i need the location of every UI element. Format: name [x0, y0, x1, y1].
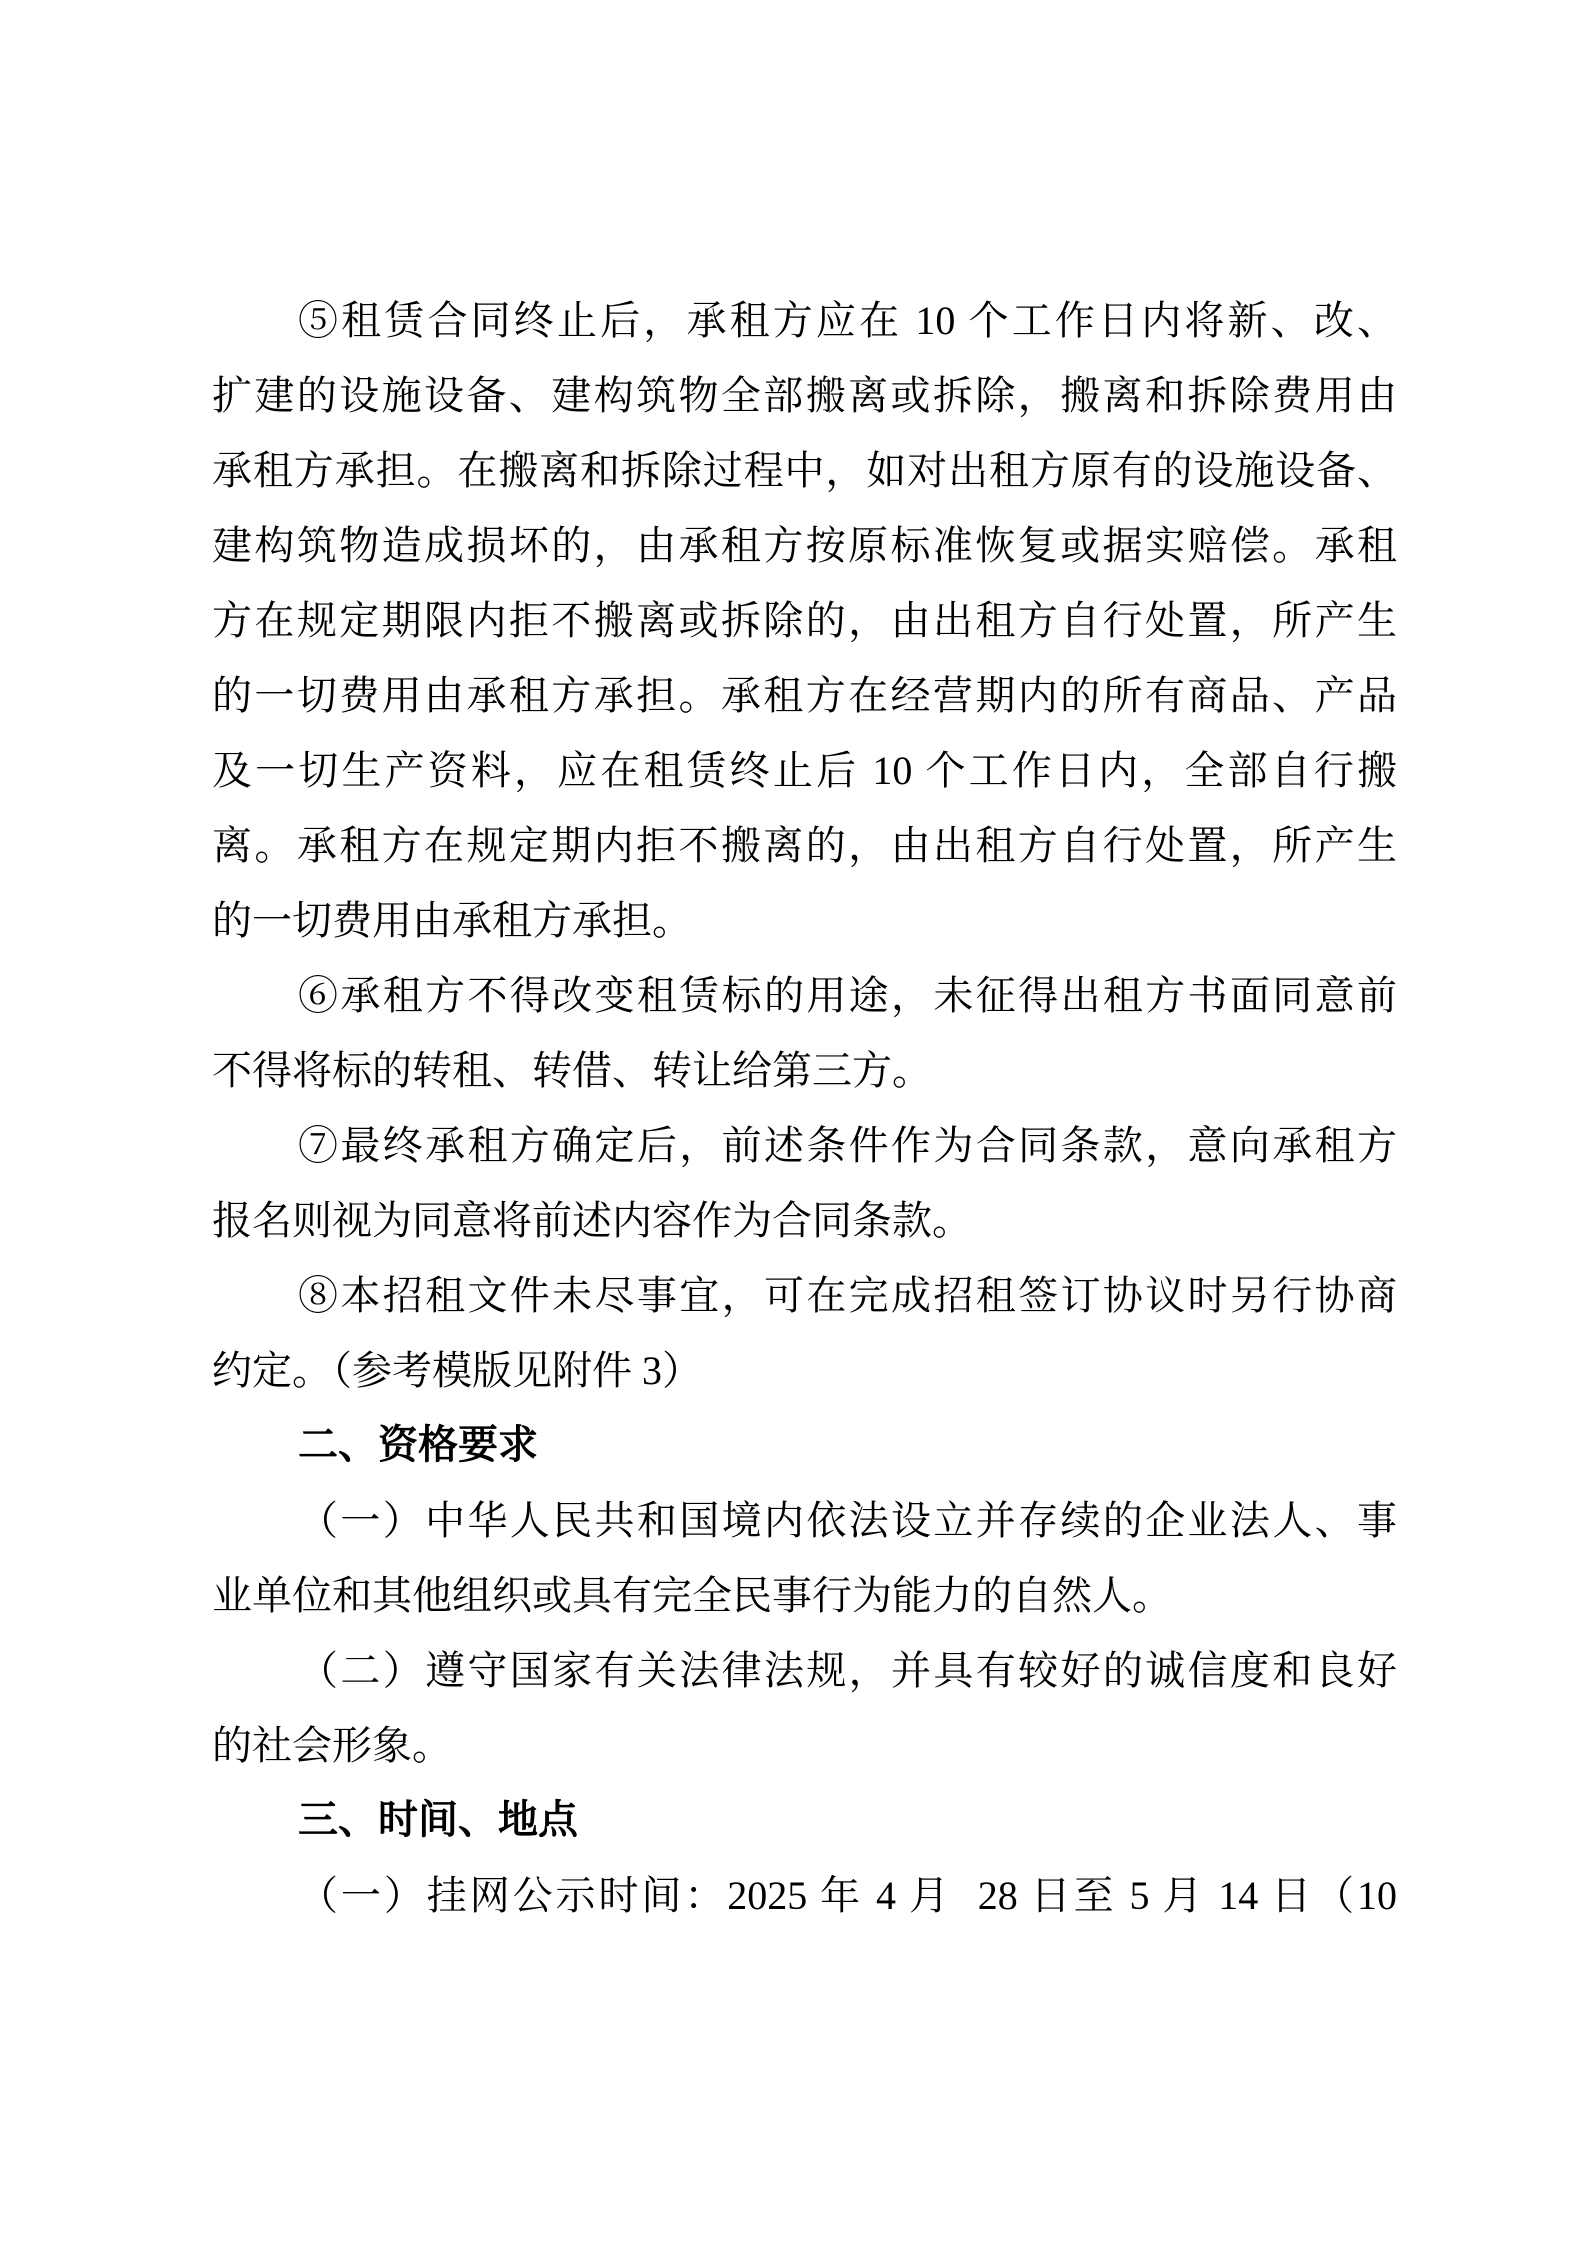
body-text-line: 约定。（参考模版见附件 3）	[212, 1348, 702, 1393]
body-text-line: 离。承租方在规定期内拒不搬离的，由出租方自行处置，所产生	[212, 823, 1397, 868]
body-text-line: 的一切费用由承租方承担。	[212, 898, 692, 943]
body-text-line: ⑥承租方不得改变租赁标的用途，未征得出租方书面同意前	[298, 973, 1397, 1018]
body-text-line: （一）挂网公示时间：2025 年 4 月 28 日至 5 月 14 日（10	[298, 1873, 1397, 1918]
body-text-line: 的一切费用由承租方承担。承租方在经营期内的所有商品、产品	[212, 673, 1397, 718]
body-text-line: ⑧本招租文件未尽事宜，可在完成招租签订协议时另行协商	[298, 1273, 1397, 1318]
body-text-line: 业单位和其他组织或具有完全民事行为能力的自然人。	[212, 1573, 1172, 1618]
body-text-line: （一）中华人民共和国境内依法设立并存续的企业法人、事	[298, 1498, 1397, 1543]
body-text-line: 的社会形象。	[212, 1723, 452, 1768]
body-text-line: 方在规定期限内拒不搬离或拆除的，由出租方自行处置，所产生	[212, 598, 1397, 643]
body-text-line: ⑦最终承租方确定后，前述条件作为合同条款，意向承租方	[298, 1123, 1397, 1168]
body-text-line: 报名则视为同意将前述内容作为合同条款。	[212, 1198, 972, 1243]
body-text-line: 及一切生产资料，应在租赁终止后 10 个工作日内，全部自行搬	[212, 748, 1397, 793]
body-text-line: （二）遵守国家有关法律法规，并具有较好的诚信度和良好	[298, 1648, 1397, 1693]
body-text-line: 扩建的设施设备、建构筑物全部搬离或拆除，搬离和拆除费用由	[212, 373, 1397, 418]
section-heading: 三、时间、地点	[298, 1798, 578, 1842]
body-text-line: 承租方承担。在搬离和拆除过程中，如对出租方原有的设施设备、	[212, 448, 1397, 493]
section-heading: 二、资格要求	[298, 1423, 538, 1467]
document-body	[212, 283, 1397, 1933]
body-text-line: 建构筑物造成损坏的，由承租方按原标准恢复或据实赔偿。承租	[212, 523, 1397, 568]
body-text-line: ⑤租赁合同终止后，承租方应在 10 个工作日内将新、改、	[298, 298, 1397, 343]
body-text-line: 不得将标的转租、转借、转让给第三方。	[212, 1048, 932, 1093]
